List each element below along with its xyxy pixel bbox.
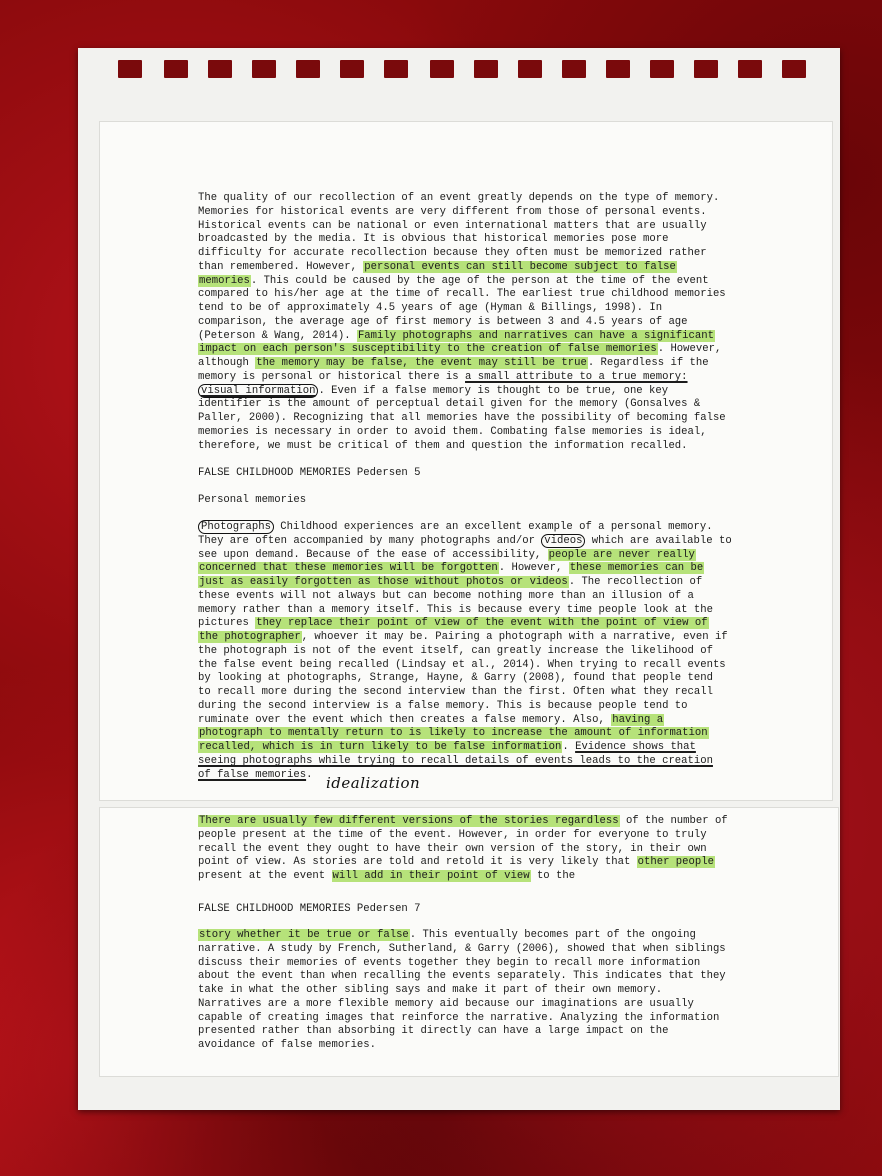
text-run: . This eventually becomes part of the ongoing: [409, 929, 696, 941]
binder-hole: [252, 60, 276, 78]
stories-paragraph: [198, 815, 728, 884]
text-run: ruminate over the event which then creates a false memory. Also,: [198, 713, 612, 726]
text-run: memories is necessary in order to avoid them. Combating false memories is ideal,: [198, 425, 707, 438]
text-run: identifier is the amount of perceptual detail given for the memory (Gonsalves &: [198, 398, 701, 411]
text-run: Paller, 2000). Recognizing that all memories have the possibility of becoming false: [198, 412, 726, 424]
text-run: about the event than when recalling the events separately. This indicates that they: [198, 970, 726, 983]
text-run: see upon demand. Because of the ease of accessibility,: [198, 548, 548, 561]
text-run: broadcasted by the media. It is obvious that historical memories pose more: [198, 233, 669, 246]
binder-hole: [384, 60, 408, 78]
section-title: Personal memories: [198, 494, 307, 506]
highlight: they replace their point of view of the event with the point of view of: [256, 617, 708, 630]
highlight: the memory may be false, the event may still be true: [256, 357, 587, 369]
underline: a small attribute to a true memory:: [465, 370, 688, 383]
binder-hole: [474, 60, 498, 78]
binder-hole: [296, 60, 320, 78]
text-run: tend to be of approximately 4.5 years of age (Hyman & Billings, 1998). In: [198, 302, 663, 314]
highlight: other people: [637, 856, 714, 869]
text-run: Childhood experiences are an excellent example of a personal memory.: [273, 521, 713, 533]
highlight: impact on each person's susceptibility to the creation of false memories: [199, 343, 657, 356]
text-run: capable of creating images that reinforce the narrative. Analyzing the information: [198, 1011, 720, 1024]
text-run: .: [562, 741, 576, 753]
highlight: having a: [612, 713, 664, 726]
highlight: the photographer: [199, 631, 301, 643]
text-run: Historical events can be national or even international matters that are usually: [198, 219, 707, 232]
text-run: .: [306, 768, 313, 781]
highlight: will add in their point of view: [332, 870, 530, 882]
text-run: therefore, we must be critical of them and question the information recalled.: [198, 439, 688, 452]
text-run: to the: [530, 870, 576, 882]
highlight: recalled, which is in turn likely to be false information: [199, 741, 562, 753]
text-run: present at the event: [198, 870, 332, 882]
text-run: discuss their memories of events together they begin to recall more information: [198, 956, 701, 969]
text-run: the photograph is not of the event itself, can greatly increase the likelihood of: [198, 644, 713, 657]
text-run: which are available to: [585, 534, 732, 547]
text-run: Memories for historical events are very different from those of personal events.: [198, 205, 707, 218]
text-run: take in what the other sibling says and make it part of their own memory.: [198, 984, 663, 996]
binder-hole: [118, 60, 142, 78]
text-run: people present at the time of the event. However, in order for everyone to truly: [198, 828, 707, 841]
circled-text: visual information: [198, 384, 318, 398]
underline: Evidence shows that: [575, 741, 696, 753]
highlight: memories: [199, 274, 250, 287]
binder-hole: [694, 60, 718, 78]
text-run: memory is personal or historical there is: [198, 370, 466, 383]
handwritten-note: idealization: [326, 774, 421, 792]
text-run: They are often accompanied by many photographs and/or: [198, 534, 542, 547]
text-run: (Peterson & Wang, 2014).: [198, 329, 357, 342]
text-run: recall the event they ought to have their own version of the story, in their own: [198, 842, 707, 855]
personal-memories-paragraph: [198, 521, 732, 782]
text-run: compared to his/her age at the time of recall. The earliest true childhood memories: [198, 288, 726, 301]
text-run: of the number of: [619, 815, 728, 827]
highlight: There are usually few different versions of the stories regardless: [199, 815, 619, 827]
binder-hole: [518, 60, 542, 78]
text-run: these events will not always but can become nothing more than an illusion of a: [198, 589, 694, 602]
text-run: memory rather than a memory itself. This is because every time people look at the: [198, 603, 713, 616]
text-run: pictures: [198, 617, 256, 630]
highlight: story whether it be true or false: [199, 929, 409, 941]
text-run: . This could be caused by the age of the person at the time of the event: [250, 274, 709, 287]
binder-hole: [164, 60, 188, 78]
binder-hole: [430, 60, 454, 78]
binder-hole: [782, 60, 806, 78]
binder-hole: [738, 60, 762, 78]
text-run: point of view. As stories are told and retold it is very likely that: [198, 856, 637, 869]
circled-text: Photographs: [198, 520, 274, 534]
text-run: . However,: [498, 562, 569, 575]
text-run: presented rather than absorbing it directly can have a large impact on the: [198, 1025, 669, 1038]
text-run: the false event being recalled (Lindsay et al., 2014). When trying to recall events: [198, 658, 726, 671]
highlight: concerned that these memories will be forgotten: [199, 562, 498, 575]
text-run: , whoever it may be. Pairing a photograph with a narrative, even if: [301, 631, 728, 643]
highlight: Family photographs and narratives can have a significant: [357, 329, 714, 342]
highlight: these memories can be: [569, 562, 704, 575]
narrative-paragraph: [198, 929, 726, 1053]
text-run: narrative. A study by French, Sutherland, & Garry (2006), showed that when siblings: [198, 942, 726, 955]
text-run: avoidance of false memories.: [198, 1039, 377, 1051]
binder-hole: [340, 60, 364, 78]
highlight: just as easily forgotten as those without photos or videos: [199, 576, 568, 588]
highlight: photograph to mentally return to is likely to increase the amount of information: [199, 727, 708, 740]
text-run: . Even if a false memory is thought to be true, one key: [318, 384, 669, 397]
text-run: . The recollection of: [568, 576, 703, 588]
binder-hole: [562, 60, 586, 78]
binder-hole: [606, 60, 630, 78]
text-run: than remembered. However,: [198, 260, 364, 273]
text-run: Narratives are a more flexible memory aid because our imaginations are usually: [198, 997, 694, 1010]
highlight: people are never really: [548, 548, 695, 561]
text-run: by looking at photographs, Strange, Hayne, & Garry (2008), found that people tend: [198, 672, 713, 685]
text-run: . However,: [657, 343, 722, 356]
text-run: The quality of our recollection of an event greatly depends on the type of memory.: [198, 192, 720, 204]
binder-hole: [650, 60, 674, 78]
text-run: difficulty for accurate recollection because they often must be memorized rather: [198, 247, 707, 259]
running-header-7: FALSE CHILDHOOD MEMORIES Pedersen 7: [198, 903, 421, 915]
underline: of false memories: [198, 768, 307, 781]
text-run: during the second interview is a false memory. This is because people tend to: [198, 699, 688, 712]
text-run: . Regardless if the: [587, 357, 709, 369]
underline: seeing photographs while trying to recall details of events leads to the creation: [198, 754, 713, 767]
binder-hole: [208, 60, 232, 78]
text-run: comparison, the average age of first memory is between 3 and 4.5 years of age: [198, 315, 688, 328]
circled-text: videos: [541, 534, 585, 548]
spiral-holes: [118, 60, 838, 82]
text-run: although: [198, 357, 256, 369]
text-run: to recall more during the second interview than the first. Often what they recall: [198, 686, 713, 698]
intro-paragraph: [198, 192, 726, 453]
running-header-5: FALSE CHILDHOOD MEMORIES Pedersen 5: [198, 467, 421, 479]
highlight: personal events can still become subject to false: [364, 260, 676, 273]
